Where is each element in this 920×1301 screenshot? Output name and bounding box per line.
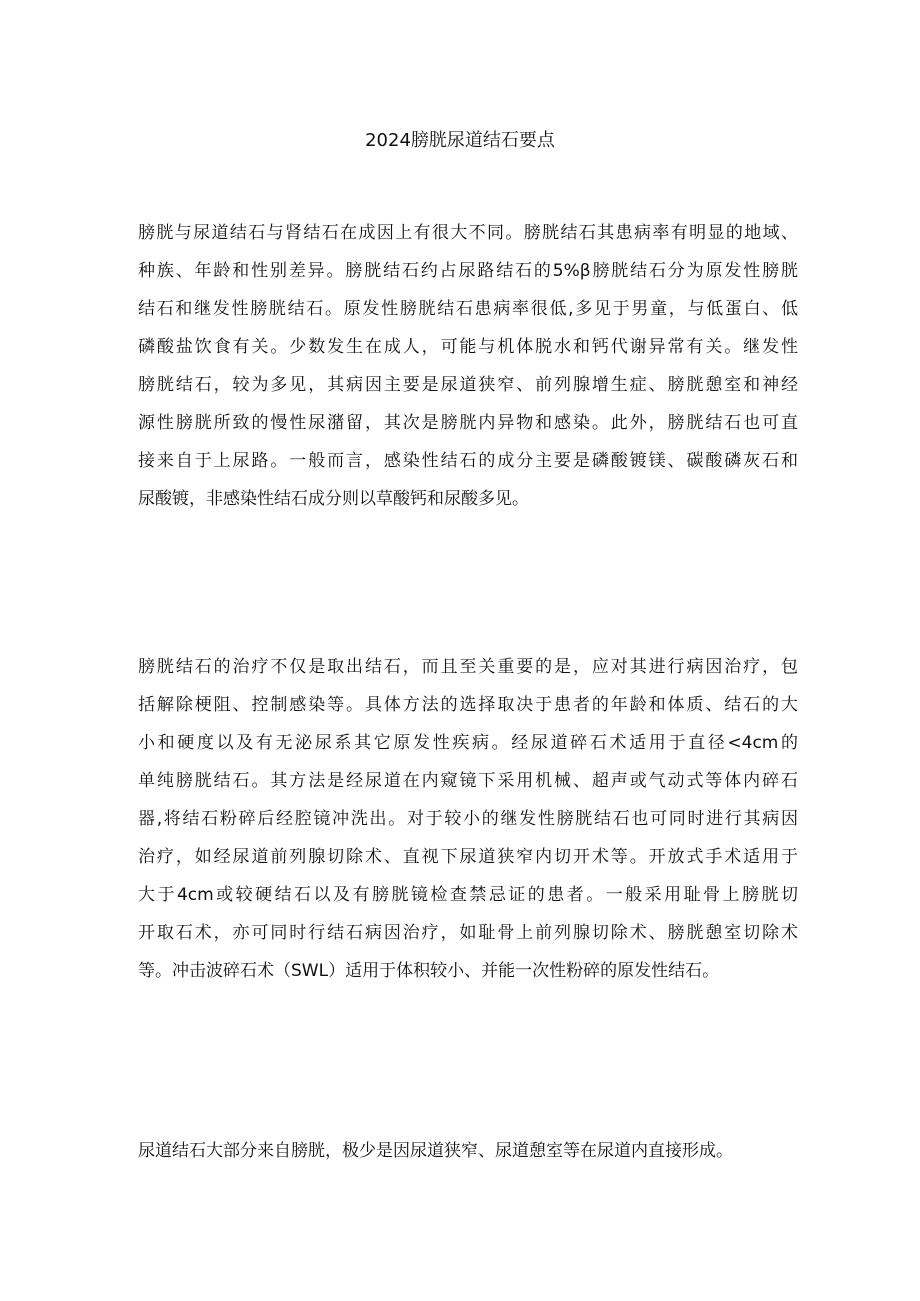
text-line: 器,将结石粉碎后经腔镜冲洗出。对于较小的继发性膀胱结石也可同时进行其病因 bbox=[138, 809, 798, 829]
paragraph-urethral-stone bbox=[138, 1132, 798, 1170]
text-line: 尿道结石大部分来自膀胱，极少是因尿道狭窄、尿道憩室等在尿道内直接形成。 bbox=[138, 1141, 733, 1161]
text-line: 膀胱结石的治疗不仅是取出结石，而且至关重要的是，应对其进行病因治疗，包 bbox=[138, 657, 798, 677]
text-line: 大于4cm或较硬结石以及有膀胱镜检查禁忌证的患者。一般采用耻骨上膀胱切 bbox=[138, 885, 798, 905]
paragraph-bladder-stone-causes bbox=[138, 214, 798, 518]
text-line: 开取石术，亦可同时行结石病因治疗，如耻骨上前列腺切除术、膀胱憩室切除术 bbox=[138, 923, 798, 943]
text-line: 膀胱与尿道结石与肾结石在成因上有很大不同。膀胱结石其患病率有明显的地域、 bbox=[138, 223, 798, 243]
text-line: 膀胱结石，较为多见，其病因主要是尿道狭窄、前列腺增生症、膀胱憩室和神经 bbox=[138, 375, 798, 395]
text-line: 磷酸盐饮食有关。少数发生在成人，可能与机体脱水和钙代谢异常有关。继发性 bbox=[138, 337, 798, 357]
text-line: 括解除梗阻、控制感染等。具体方法的选择取决于患者的年龄和体质、结石的大 bbox=[138, 695, 798, 715]
text-line: 等。冲击波碎石术（SWL）适用于体积较小、并能一次性粉碎的原发性结石。 bbox=[138, 961, 720, 981]
text-line: 小和硬度以及有无泌尿系其它原发性疾病。经尿道碎石术适用于直径<4cm的 bbox=[138, 733, 798, 753]
paragraph-bladder-stone-treatment bbox=[138, 648, 798, 990]
text-line: 结石和继发性膀胱结石。原发性膀胱结石患病率很低,多见于男童，与低蛋白、低 bbox=[138, 299, 798, 319]
text-line: 治疗，如经尿道前列腺切除术、直视下尿道狭窄内切开术等。开放式手术适用于 bbox=[138, 847, 798, 867]
text-line: 种族、年龄和性别差异。膀胱结石约占尿路结石的5%β膀胱结石分为原发性膀胱 bbox=[138, 261, 798, 281]
text-line: 尿酸镀，非感染性结石成分则以草酸钙和尿酸多见。 bbox=[138, 489, 529, 509]
text-line: 单纯膀胱结石。其方法是经尿道在内窥镜下采用机械、超声或气动式等体内碎石 bbox=[138, 771, 798, 791]
document-title: 2024膀胱尿道结石要点 bbox=[365, 130, 555, 151]
text-line: 接来自于上尿路。一般而言，感染性结石的成分主要是磷酸镀镁、碳酸磷灰石和 bbox=[138, 451, 798, 471]
text-line: 源性膀胱所致的慢性尿潴留，其次是膀胱内异物和感染。此外，膀胱结石也可直 bbox=[138, 413, 798, 433]
